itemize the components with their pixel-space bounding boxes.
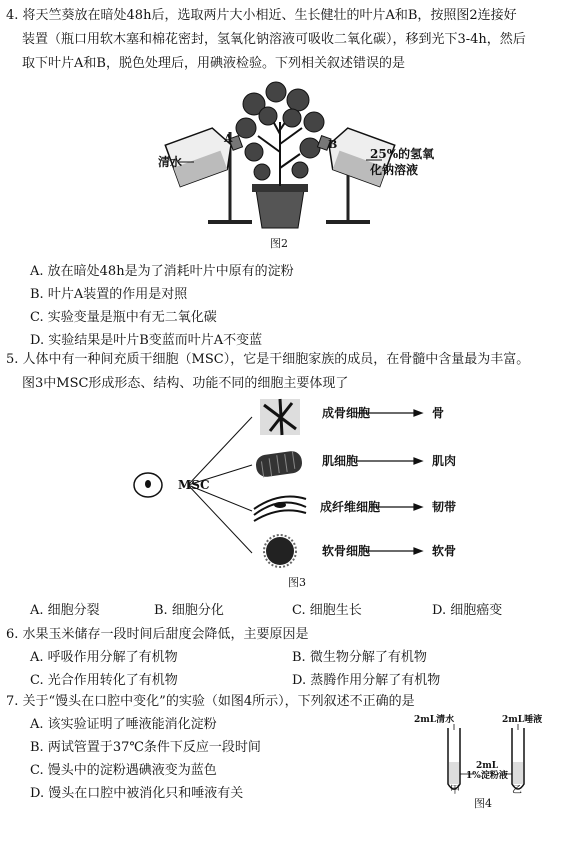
msc-label: MSC <box>178 478 210 492</box>
q5-option-c: C. 细胞生长 <box>292 603 362 618</box>
q7-option-b: B. 两试管置于37℃条件下反应一段时间 <box>30 740 261 755</box>
cartilage-label: 软骨 <box>432 544 457 558</box>
q5-line-1: 5. 人体中有一种间充质干细胞（MSC），它是干细胞家族的成员，在骨髓中含量最为丰富。 <box>6 352 530 367</box>
q4-line-2: 装置（瓶口用软木塞和棉花密封，氢氧化钠溶液可吸收二氧化碳），移到光下3-4h，然后 <box>22 32 526 47</box>
naoh-label-1: 25%的氢氧 <box>370 147 435 161</box>
q4-line-3: 取下叶片A和B，脱色处理后，用碘液检验。下列相关叙述错误的是 <box>22 56 405 71</box>
q6-option-b: B. 微生物分解了有机物 <box>292 650 427 665</box>
q4-option-a: A. 放在暗处48h是为了消耗叶片中原有的淀粉 <box>30 264 294 279</box>
q4-line-1: 4. 将天竺葵放在暗处48h后，选取两片大小相近、生长健壮的叶片A和B，按照图2连接好 <box>6 8 517 23</box>
q6-option-a: A. 呼吸作用分解了有机物 <box>30 650 178 665</box>
water-label: 清水 <box>158 155 183 169</box>
figure-2-caption: 图2 <box>270 237 288 250</box>
naoh-label-2: 化钠溶液 <box>370 163 419 177</box>
tube-water-label: 2mL清水 <box>414 715 455 725</box>
q7-option-a: A. 该实验证明了唾液能消化淀粉 <box>30 717 217 732</box>
muscle-label: 肌肉 <box>432 454 457 468</box>
starch-label-2: 1%淀粉液 <box>466 771 508 781</box>
q5-option-a: A. 细胞分裂 <box>30 603 100 618</box>
q7-line-1: 7. 关于“馒头在口腔中变化”的实验（如图4所示），下列叙述不正确的是 <box>6 694 415 709</box>
osteoblast-label: 成骨细胞 <box>322 406 371 420</box>
tube-jia-label: 甲 <box>450 785 460 796</box>
starch-label-1: 2mL <box>476 761 499 771</box>
q4-option-d: D. 实验结果是叶片B变蓝而叶片A不变蓝 <box>30 333 263 348</box>
q4-option-b: B. 叶片A装置的作用是对照 <box>30 287 188 302</box>
figure-3-caption: 图3 <box>288 576 306 589</box>
bone-label: 骨 <box>432 406 445 420</box>
leaf-a-label: A <box>224 132 233 145</box>
tube-saliva-label: 2mL唾液 <box>502 715 543 725</box>
q7-option-d: D. 馒头在口腔中被消化只和唾液有关 <box>30 786 244 801</box>
fibroblast-label: 成纤维细胞 <box>320 500 381 514</box>
chondrocyte-label: 软骨细胞 <box>322 544 371 558</box>
q5-line-2: 图3中MSC形成形态、结构、功能不同的细胞主要体现了 <box>22 376 349 391</box>
q6-line-1: 6. 水果玉米储存一段时间后甜度会降低，主要原因是 <box>6 627 309 642</box>
tube-yi-label: 乙 <box>512 785 522 796</box>
q4-option-c: C. 实验变量是瓶中有无二氧化碳 <box>30 310 217 325</box>
q7-option-c: C. 馒头中的淀粉遇碘液变为蓝色 <box>30 763 217 778</box>
figure-4-caption: 图4 <box>474 797 492 810</box>
figure-3-differentiation <box>130 395 430 575</box>
ligament-label: 韧带 <box>432 500 457 514</box>
q5-option-b: B. 细胞分化 <box>154 603 224 618</box>
q5-option-d: D. 细胞癌变 <box>432 603 503 618</box>
q6-option-c: C. 光合作用转化了有机物 <box>30 673 178 688</box>
leaf-b-label: B <box>328 138 338 151</box>
muscle-cell-label: 肌细胞 <box>322 454 359 468</box>
q6-option-d: D. 蒸腾作用分解了有机物 <box>292 673 441 688</box>
